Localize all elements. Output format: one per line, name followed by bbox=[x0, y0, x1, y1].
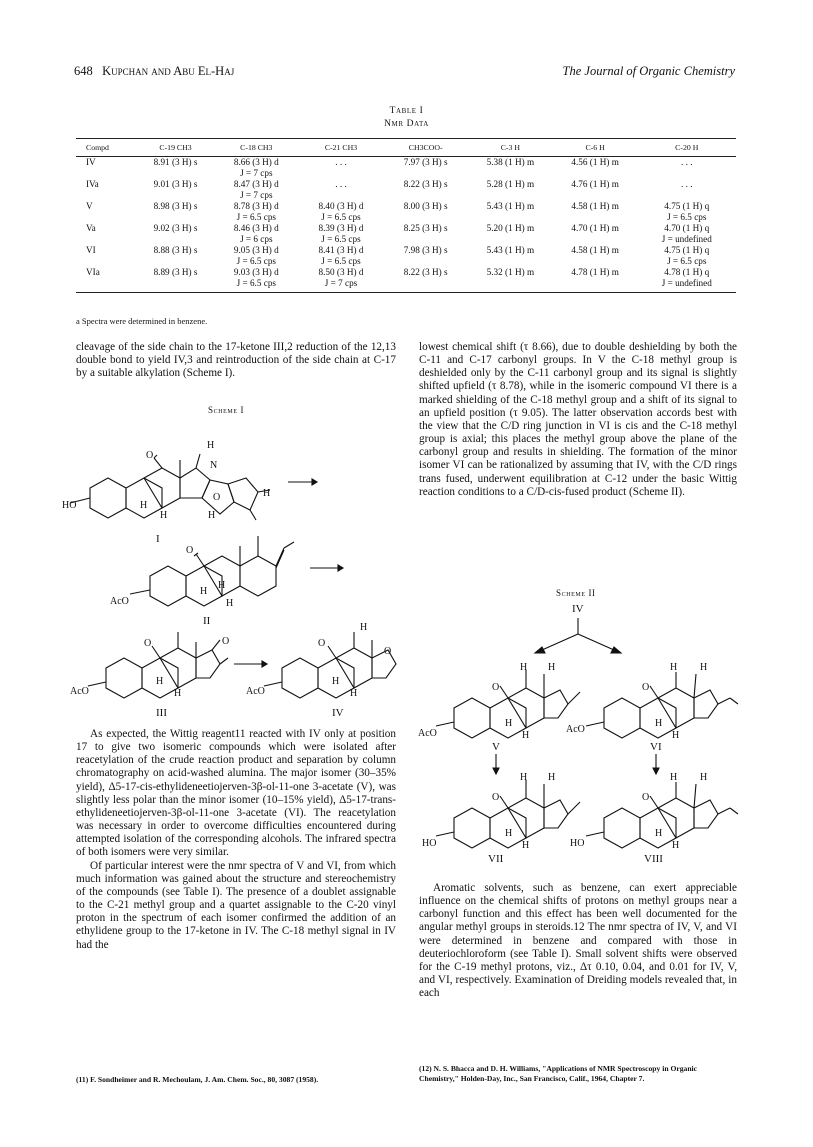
atom-label: H bbox=[520, 772, 528, 783]
table-cell-coupling bbox=[468, 168, 553, 179]
table-cell-c20: 4.78 (1 H) q bbox=[664, 267, 710, 277]
table-cell-c21: 8.40 (3 H) d bbox=[318, 201, 364, 211]
compound-label: VIII bbox=[644, 853, 663, 865]
table-cell-ac: 7.98 (3 H) s bbox=[403, 245, 448, 255]
table-cell-coupling: J = 7 cps bbox=[240, 168, 273, 178]
table-cell-coupling bbox=[76, 168, 137, 179]
table-cell-coupling: J = 6.5 cps bbox=[321, 234, 361, 244]
table-cell-coupling: J = 6.5 cps bbox=[321, 212, 361, 222]
table-cell-coupling bbox=[137, 190, 214, 201]
scheme2-structures bbox=[418, 598, 740, 868]
atom-label: H bbox=[520, 662, 528, 673]
table-cell-c20: 4.70 (1 H) q bbox=[664, 223, 710, 233]
atom-label: H bbox=[548, 772, 556, 783]
atom-label: O bbox=[213, 492, 221, 503]
substituent-label: AcO bbox=[246, 686, 265, 697]
table-cell-coupling bbox=[383, 190, 468, 201]
atom-label: H bbox=[700, 662, 708, 673]
table-cell-coupling bbox=[468, 190, 553, 201]
table-cell-coupling bbox=[137, 278, 214, 293]
table-cell-coupling bbox=[553, 190, 638, 201]
table-cell-coupling bbox=[468, 234, 553, 245]
table-cell-coupling bbox=[137, 168, 214, 179]
table-cell-c6: 4.76 (1 H) m bbox=[571, 179, 619, 189]
col-header: C-6 H bbox=[553, 139, 638, 157]
scheme1-structures bbox=[62, 418, 400, 723]
atom-label: H bbox=[218, 580, 226, 591]
table-cell-compd: Va bbox=[86, 223, 96, 233]
table-cell-c19: 8.98 (3 H) s bbox=[153, 201, 198, 211]
table-cell-coupling bbox=[76, 256, 137, 267]
table-cell-coupling bbox=[137, 212, 214, 223]
atom-label: H bbox=[505, 828, 513, 839]
atom-label: O bbox=[186, 545, 194, 556]
table-cell-coupling bbox=[638, 190, 736, 201]
table-cell-coupling bbox=[553, 234, 638, 245]
table-row-coupling bbox=[76, 256, 736, 267]
atom-label: H bbox=[174, 688, 182, 699]
compound-label: IV bbox=[572, 603, 584, 615]
table-cell-c18: 9.03 (3 H) d bbox=[233, 267, 279, 277]
col-header: CH3COO- bbox=[383, 139, 468, 157]
table-cell-coupling: J = 7 cps bbox=[299, 278, 384, 293]
atom-label: H bbox=[226, 598, 234, 609]
table-cell-coupling bbox=[553, 256, 638, 267]
paragraph: lowest chemical shift (τ 8.66), due to double deshielding by both the C-11 and C-17 carbonyl groups. In V the C-18 methyl group is deshielded only by the C-11 carbonyl group and its signal is slightly shifted upfield (τ 8.78), while in the isomeric compound VI there is a marked shielding of the C-18 methyl group and a shift of its signal to an upfield position (τ 9.05). The latter observation accords best with the view that the C/D ring junction in VI is cis and the C-18 methyl group is axial; this places the methyl group above the plane of the carbonyl group and results in shielding. The formation of the minor isomer VI can be rationalized by assuming that IV, with the C/D rings trans fused, underwent equilibration at C-12 under the basic Wittig reaction conditions to a C/D-cis-fused product (Scheme II). bbox=[419, 341, 737, 498]
table-cell-coupling bbox=[468, 212, 553, 223]
table-title: Nmr Data bbox=[384, 119, 429, 129]
table-cell-coupling bbox=[383, 168, 468, 179]
atom-label: H bbox=[263, 488, 271, 499]
table-cell-coupling bbox=[553, 278, 638, 293]
atom-label: O bbox=[492, 682, 500, 693]
compound-label: VI bbox=[650, 741, 662, 753]
table-cell-c18: 8.47 (3 H) d bbox=[233, 179, 279, 189]
table-cell-c3: 5.32 (1 H) m bbox=[486, 267, 535, 277]
atom-label: H bbox=[655, 718, 663, 729]
substituent-label: HO bbox=[570, 838, 585, 849]
substituent-label: HO bbox=[422, 838, 437, 849]
reaction-arrow bbox=[542, 634, 578, 650]
atom-label: H bbox=[200, 586, 208, 597]
table-cell-coupling: J = 6.5 cps bbox=[236, 212, 276, 222]
col-header: C-21 CH3 bbox=[299, 139, 384, 157]
page-header bbox=[74, 64, 735, 82]
table-label: Table I bbox=[389, 106, 424, 116]
atom-label: H bbox=[207, 440, 215, 451]
table-cell-c18: 8.66 (3 H) d bbox=[233, 157, 279, 167]
table-cell-c20: 4.75 (1 H) q bbox=[664, 201, 710, 211]
table-cell-compd: IV bbox=[86, 157, 96, 167]
col-header: C-18 CH3 bbox=[214, 139, 299, 157]
right-column-bottom bbox=[419, 882, 737, 1000]
reference-12: (12) N. S. Bhacca and D. H. Williams, "Applications of NMR Spectroscopy in Organic Chemistry," Holden-Day, Inc., San Francisco, Calif., 1964, Chapter 7. bbox=[419, 1064, 698, 1083]
substituent-label: AcO bbox=[70, 686, 89, 697]
atom-label: H bbox=[670, 772, 678, 783]
table-row-coupling bbox=[76, 212, 736, 223]
atom-label: H bbox=[522, 840, 530, 851]
table-cell-coupling: J = 7 cps bbox=[240, 190, 273, 200]
table-cell-coupling: J = 6.5 cps bbox=[214, 278, 299, 293]
table-row bbox=[76, 157, 736, 169]
atom-label: O bbox=[642, 682, 650, 693]
compound-ii-structure bbox=[130, 536, 294, 606]
atom-label: H bbox=[655, 828, 663, 839]
table-cell-coupling: J = 6.5 cps bbox=[321, 256, 361, 266]
table-cell-coupling bbox=[76, 234, 137, 245]
table-row-coupling bbox=[76, 190, 736, 201]
table-cell-c19: 8.91 (3 H) s bbox=[153, 157, 198, 167]
compound-label: IV bbox=[332, 707, 344, 719]
table-cell-c21: . . . bbox=[335, 157, 347, 167]
table-cell-ac: 8.22 (3 H) s bbox=[403, 179, 448, 189]
col-header: C-20 H bbox=[638, 139, 736, 157]
table-cell-coupling: J = 6.5 cps bbox=[667, 256, 707, 266]
table-cell-coupling bbox=[383, 212, 468, 223]
compound-label: II bbox=[203, 615, 211, 627]
col-header: C-19 CH3 bbox=[137, 139, 214, 157]
table-cell-coupling bbox=[383, 234, 468, 245]
table-cell-coupling bbox=[76, 278, 137, 293]
table-cell-c20: . . . bbox=[681, 157, 693, 167]
atom-label: O bbox=[492, 792, 500, 803]
table-cell-c3: 5.43 (1 H) m bbox=[486, 245, 535, 255]
compound-iv-structure bbox=[264, 632, 396, 698]
table-row-coupling bbox=[76, 278, 736, 293]
table-header-row bbox=[76, 139, 736, 157]
table-cell-coupling bbox=[638, 168, 736, 179]
paragraph: Aromatic solvents, such as benzene, can exert appreciable influence on the chemical shifts of protons on methyl groups near a carbonyl function and this effect has been well documented for the angular methyl groups in steroids.12 The nmr spectra of IV, V, and VI were determined in benzene and compared with those in deuteriochloroform (see Table I). Small solvent shifts were observed for the C-19 methyl protons, viz., Δτ 0.10, 0.04, and 0.01 for IV, V, and VI, respectively. Examination of Dreiding models revealed that, in each bbox=[419, 882, 737, 1000]
table-cell-c3: 5.28 (1 H) m bbox=[486, 179, 535, 189]
table-cell-ac: 8.25 (3 H) s bbox=[403, 223, 448, 233]
table-row bbox=[76, 245, 736, 256]
compound-iii-structure bbox=[88, 632, 228, 698]
table-row bbox=[76, 267, 736, 278]
substituent-label: AcO bbox=[418, 728, 437, 739]
scheme1-title: Scheme I bbox=[208, 405, 245, 415]
table-cell-coupling bbox=[76, 212, 137, 223]
table-cell-c6: 4.78 (1 H) m bbox=[571, 267, 619, 277]
table-cell-coupling bbox=[553, 168, 638, 179]
header-left bbox=[74, 64, 234, 79]
table-cell-coupling: J = 6.5 cps bbox=[667, 212, 707, 222]
table-cell-c21: 8.41 (3 H) d bbox=[318, 245, 364, 255]
table-cell-compd: VIa bbox=[86, 267, 100, 277]
col-header: C-3 H bbox=[468, 139, 553, 157]
table-cell-c19: 8.89 (3 H) s bbox=[153, 267, 198, 277]
atom-label: O bbox=[384, 646, 392, 657]
atom-label: O bbox=[222, 636, 230, 647]
atom-label: H bbox=[672, 840, 680, 851]
atom-label: H bbox=[160, 510, 168, 521]
table-cell-coupling bbox=[299, 168, 384, 179]
running-authors: Kupchan and Abu El-Haj bbox=[102, 64, 235, 78]
paragraph: cleavage of the side chain to the 17-ketone III,2 reduction of the 12,13 double bond to yield IV,3 and reintroduction of the side chain at C-17 by a suitable alkylation (Scheme I). bbox=[76, 341, 396, 380]
compound-label: V bbox=[492, 741, 500, 753]
table-cell-coupling bbox=[137, 256, 214, 267]
right-column-top bbox=[419, 341, 737, 499]
table-cell-compd: V bbox=[86, 201, 93, 211]
table-cell-c6: 4.58 (1 H) m bbox=[571, 245, 619, 255]
table-footnote: a Spectra were determined in benzene. bbox=[76, 316, 208, 326]
scheme2-title: Scheme II bbox=[556, 588, 596, 598]
table-cell-c3: 5.20 (1 H) m bbox=[486, 223, 535, 233]
atom-label: H bbox=[522, 730, 530, 741]
atom-label: H bbox=[360, 622, 368, 633]
table-cell-c19: 9.01 (3 H) s bbox=[153, 179, 198, 189]
table-cell-coupling bbox=[383, 256, 468, 267]
table-cell-compd: IVa bbox=[86, 179, 99, 189]
table-row bbox=[76, 223, 736, 234]
table-cell-coupling: J = 6 cps bbox=[240, 234, 273, 244]
table-cell-c6: 4.70 (1 H) m bbox=[571, 223, 619, 233]
table-row-coupling bbox=[76, 168, 736, 179]
atom-label: O bbox=[144, 638, 152, 649]
table-row bbox=[76, 201, 736, 212]
substituent-label: HO bbox=[62, 500, 77, 511]
table-cell-coupling bbox=[468, 278, 553, 293]
table-cell-coupling: J = 6.5 cps bbox=[236, 256, 276, 266]
atom-label: H bbox=[548, 662, 556, 673]
compound-label: I bbox=[156, 533, 160, 545]
substituent-label: AcO bbox=[566, 724, 585, 735]
atom-label: H bbox=[140, 500, 148, 511]
table-cell-ac: 8.22 (3 H) s bbox=[403, 267, 448, 277]
table-cell-c20: 4.75 (1 H) q bbox=[664, 245, 710, 255]
table-cell-ac: 7.97 (3 H) s bbox=[403, 157, 448, 167]
atom-label: H bbox=[332, 676, 340, 687]
atom-label: H bbox=[156, 676, 164, 687]
table-cell-coupling bbox=[137, 234, 214, 245]
reaction-arrow bbox=[578, 634, 614, 650]
table-row-coupling bbox=[76, 234, 736, 245]
table-cell-c19: 9.02 (3 H) s bbox=[153, 223, 198, 233]
atom-label: H bbox=[670, 662, 678, 673]
atom-label: H bbox=[505, 718, 513, 729]
table-cell-c21: 8.50 (3 H) d bbox=[318, 267, 364, 277]
table-cell-c21: 8.39 (3 H) d bbox=[318, 223, 364, 233]
paragraph: Of particular interest were the nmr spectra of V and VI, from which much information was gained about the structure and stereochemistry of the compounds (see Table I). The presence of a doublet assignable to the C-21 methyl group and a quartet assignable to the C-20 vinyl proton in the spectrum of each isomer confirmed the addition of an ethylidene group to the 17-ketone in IV. The C-18 methyl signal in IV had the bbox=[76, 859, 396, 951]
journal-title: The Journal of Organic Chemistry bbox=[562, 64, 735, 78]
table-cell-c18: 8.78 (3 H) d bbox=[233, 201, 279, 211]
table-cell-c18: 9.05 (3 H) d bbox=[233, 245, 279, 255]
atom-label: H bbox=[208, 510, 216, 521]
table-cell-coupling bbox=[299, 190, 384, 201]
table-cell-coupling: J = undefined bbox=[661, 234, 712, 244]
atom-label: O bbox=[642, 792, 650, 803]
compound-i-structure bbox=[70, 454, 270, 520]
reference-11: (11) F. Sondheimer and R. Mechoulam, J. Am. Chem. Soc., 80, 3087 (1958). bbox=[76, 1075, 319, 1084]
table-cell-coupling bbox=[383, 278, 468, 293]
table-cell-coupling: J = undefined bbox=[638, 278, 736, 293]
table-cell-c19: 8.88 (3 H) s bbox=[153, 245, 198, 255]
substituent-label: AcO bbox=[110, 596, 129, 607]
left-column-top bbox=[76, 341, 396, 380]
table-cell-c3: 5.38 (1 H) m bbox=[486, 157, 535, 167]
table-cell-c21: . . . bbox=[335, 179, 347, 189]
paragraph: As expected, the Wittig reagent11 reacted with IV only at position 17 to give two isomeric compounds which were isolated after reacetylation of the crude reaction product and separation by column chromatography on acid-washed alumina. The major isomer (30–35% yield), Δ5-17-cis-ethylideneetiojerven-3β-ol-11-one 3-acetate (V), was slightly less polar than the minor isomer (10–15% yield), Δ5-17-trans-ethylideneetiojerven-3β-ol-11-one 3-acetate (VI). The reacetylation was necessary in order to overcome difficulties encountered during attempted isolation of the corresponding alcohols. The infrared spectra of both isomers were very similar. bbox=[76, 728, 396, 859]
compound-label: VII bbox=[488, 853, 504, 865]
atom-label: O bbox=[318, 638, 326, 649]
atom-label: H bbox=[672, 730, 680, 741]
table-cell-c18: 8.46 (3 H) d bbox=[233, 223, 279, 233]
table-cell-coupling bbox=[553, 212, 638, 223]
nmr-data-table bbox=[76, 138, 736, 293]
page-number: 648 bbox=[74, 64, 93, 78]
compound-label: III bbox=[156, 707, 167, 719]
table-row bbox=[76, 179, 736, 190]
table-cell-c6: 4.56 (1 H) m bbox=[571, 157, 619, 167]
table-cell-c3: 5.43 (1 H) m bbox=[486, 201, 535, 211]
table-cell-coupling bbox=[468, 256, 553, 267]
left-column-bottom bbox=[76, 728, 396, 952]
atom-label: H bbox=[700, 772, 708, 783]
table-cell-ac: 8.00 (3 H) s bbox=[403, 201, 448, 211]
table-cell-coupling bbox=[76, 190, 137, 201]
table-cell-c20: . . . bbox=[681, 179, 693, 189]
table-cell-c6: 4.58 (1 H) m bbox=[571, 201, 619, 211]
atom-label: N bbox=[210, 460, 218, 471]
table-cell-compd: VI bbox=[86, 245, 96, 255]
col-header: Compd bbox=[76, 139, 137, 157]
atom-label: O bbox=[146, 450, 154, 461]
atom-label: H bbox=[350, 688, 358, 699]
